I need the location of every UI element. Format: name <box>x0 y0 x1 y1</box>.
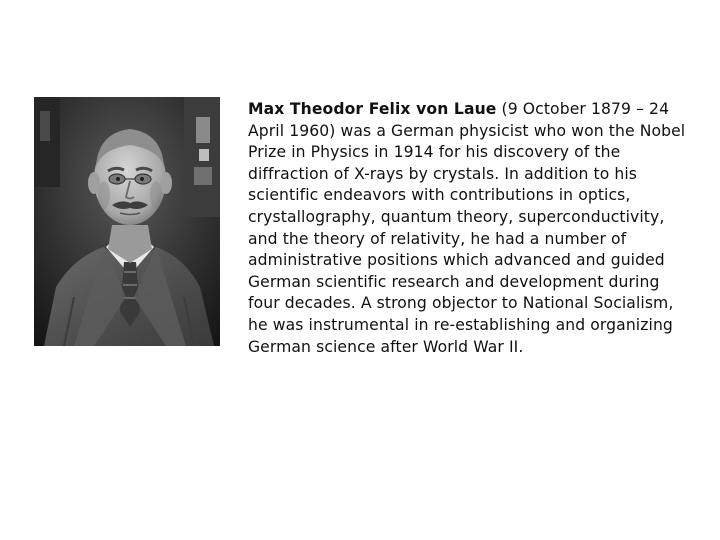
biography-text: (9 October 1879 – 24 April 1960) was a German physicist who won the Nobel Prize in Physics in 1914 for his discovery of the diffraction of X-rays by crystals. In addition to his scientific endeavors with contributions in optics, crystallography, quantum theory, superconductivity, and the theory of relativity, he had a number of administrative positions which advanced and guided German scientific research and development during four decades. A strong objector to National Socialism, he was instrumental in re-establishing and organizing German science after World War II. <box>248 100 686 356</box>
portrait-photo <box>34 97 220 346</box>
biography-paragraph <box>248 99 686 358</box>
subject-name: Max Theodor Felix von Laue <box>248 100 497 118</box>
